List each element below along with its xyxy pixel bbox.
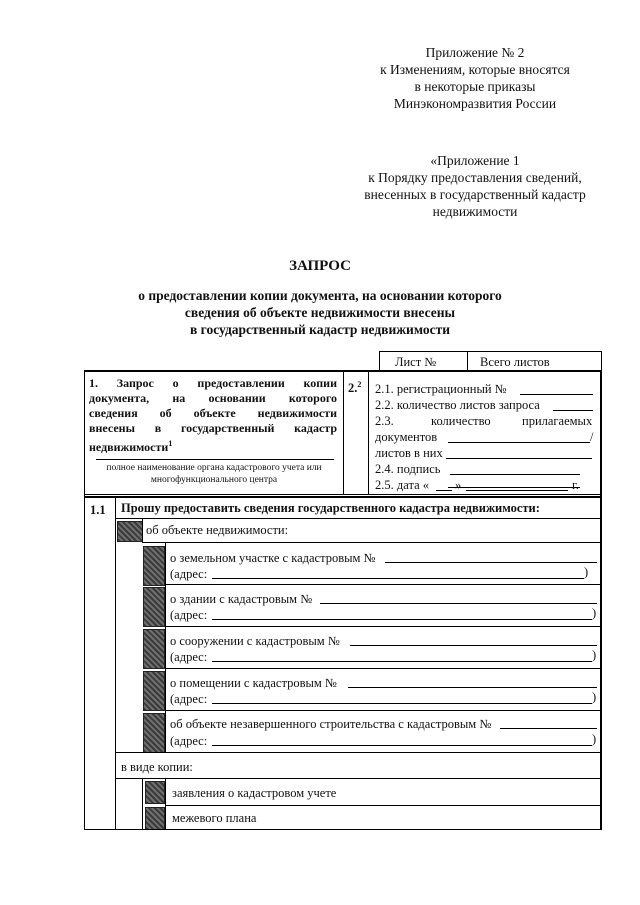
authority-caption-1: полное наименование органа кадастрового учета или — [106, 463, 322, 473]
section11-heading: Прошу предоставить сведения государственного кадастра недвижимости: — [121, 501, 540, 515]
appendix-inner-line-4: недвижимости — [432, 204, 518, 219]
date-quote-close: » — [455, 478, 462, 492]
section2-number: 2. — [348, 381, 358, 396]
unfinished-construction-label: об объекте незавершенного строительства с кадастровым № — [170, 717, 492, 731]
building-label: о здании с кадастровым № — [170, 592, 313, 606]
signature-row-field[interactable] — [450, 474, 580, 475]
section1-line-4: внесены в государственный кадастр — [89, 421, 337, 435]
appendix-line-2: к Изменениям, которые вносятся — [380, 62, 570, 77]
footnote-1-marker: 1 — [168, 439, 173, 448]
section1-line-5: недвижимости — [89, 440, 169, 454]
title-sub-2: сведения об объекте недвижимости внесены — [184, 305, 456, 320]
premises-cadastral-field[interactable] — [348, 687, 597, 688]
unfinished-construction-cadastral-field[interactable] — [500, 728, 597, 729]
date-label: 2.5. дата « — [375, 478, 429, 492]
application-copy-label: заявления о кадастровом учете — [172, 786, 337, 800]
date-year-suffix: г. — [572, 478, 579, 492]
registration-number-field[interactable] — [520, 394, 593, 395]
section1-line-1: 1. Запрос о предоставлении копии — [89, 376, 337, 390]
date-month-field[interactable] — [466, 490, 568, 491]
building-checkbox[interactable] — [143, 587, 165, 627]
unfinished-construction-address-close: ) — [592, 732, 597, 746]
premises-label: о помещении с кадастровым № — [170, 676, 337, 690]
attached-docs-label-b: количество — [431, 414, 491, 428]
appendix-line-1: Приложение № 2 — [425, 45, 525, 60]
attached-docs-slash: / — [590, 430, 594, 444]
appendix-inner-line-3: внесенных в государственный кадастр — [364, 187, 586, 202]
unfinished-construction-checkbox[interactable] — [143, 713, 165, 753]
total-sheets-label: Всего листов — [480, 355, 550, 369]
boundary-plan-copy-checkbox[interactable] — [145, 807, 165, 830]
building-cadastral-field[interactable] — [320, 603, 597, 604]
unfinished-construction-address-field[interactable] — [212, 745, 592, 746]
building-address-close: ) — [592, 606, 597, 620]
authority-name-field[interactable] — [96, 459, 334, 460]
premises-address-field[interactable] — [212, 703, 592, 704]
structure-cadastral-field[interactable] — [350, 645, 597, 646]
about-object-checkbox[interactable] — [117, 521, 143, 542]
signature-row-label: 2.4. подпись — [375, 462, 441, 476]
registration-number-label: 2.1. регистрационный № — [375, 382, 507, 396]
structure-address-close: ) — [592, 648, 597, 662]
authority-caption-2: многофункционального центра — [150, 475, 278, 485]
boundary-plan-copy-label: межевого плана — [172, 811, 257, 825]
building-address-field[interactable] — [212, 619, 592, 620]
land-plot-address-field[interactable] — [212, 578, 584, 579]
premises-checkbox[interactable] — [143, 671, 165, 711]
attached-docs-label-c: прилагаемых — [522, 414, 593, 428]
land-plot-address-label: (адрес: — [170, 567, 208, 581]
structure-address-field[interactable] — [212, 661, 592, 662]
appendix-line-4: Минэкономразвития России — [393, 96, 557, 111]
about-object-label: об объекте недвижимости: — [146, 523, 289, 537]
application-copy-checkbox[interactable] — [145, 781, 165, 804]
premises-address-label: (адрес: — [170, 692, 208, 706]
land-plot-label: о земельном участке с кадастровым № — [170, 551, 376, 565]
title-sub-3: в государственный кадастр недвижимости — [190, 322, 450, 337]
structure-address-label: (адрес: — [170, 650, 208, 664]
date-row — [375, 478, 429, 493]
structure-label: о сооружении с кадастровым № — [170, 634, 340, 648]
attached-docs-field[interactable] — [448, 442, 590, 443]
building-address-label: (адрес: — [170, 608, 208, 622]
title-sub-1: о предоставлении копии документа, на основании которого — [138, 288, 502, 303]
signature-row — [375, 462, 440, 477]
appendix-inner-line-1: «Приложение 1 — [430, 153, 520, 168]
section1-line-2: документа, на основании которого — [89, 391, 337, 405]
sheet-number-label: Лист № — [395, 355, 437, 369]
land-plot-address-close: ) — [584, 565, 589, 579]
document-title: ЗАПРОС — [289, 258, 351, 274]
section11-number: 1.1 — [90, 503, 106, 517]
footnote-2-marker: 2 — [357, 380, 362, 389]
date-day-field[interactable] — [436, 490, 452, 491]
attached-docs-label-d: документов — [375, 430, 438, 444]
land-plot-checkbox[interactable] — [143, 546, 165, 586]
request-sheets-label: 2.2. количество листов запроса — [375, 398, 540, 412]
signature-field[interactable] — [448, 487, 580, 488]
attached-sheets-field[interactable] — [446, 458, 592, 459]
structure-checkbox[interactable] — [143, 629, 165, 669]
attached-sheets-label: листов в них — [375, 446, 443, 460]
land-plot-cadastral-field[interactable] — [385, 562, 597, 563]
premises-address-close: ) — [592, 690, 597, 704]
attached-docs-label-a: 2.3. — [375, 414, 394, 428]
appendix-line-3: в некоторые приказы — [414, 79, 536, 94]
copy-form-label: в виде копии: — [121, 760, 193, 774]
section1-line-3: сведения об объекте недвижимости — [89, 406, 337, 420]
unfinished-construction-address-label: (адрес: — [170, 734, 208, 748]
request-sheets-field[interactable] — [553, 410, 593, 411]
appendix-inner-line-2: к Порядку предоставления сведений, — [368, 170, 582, 185]
